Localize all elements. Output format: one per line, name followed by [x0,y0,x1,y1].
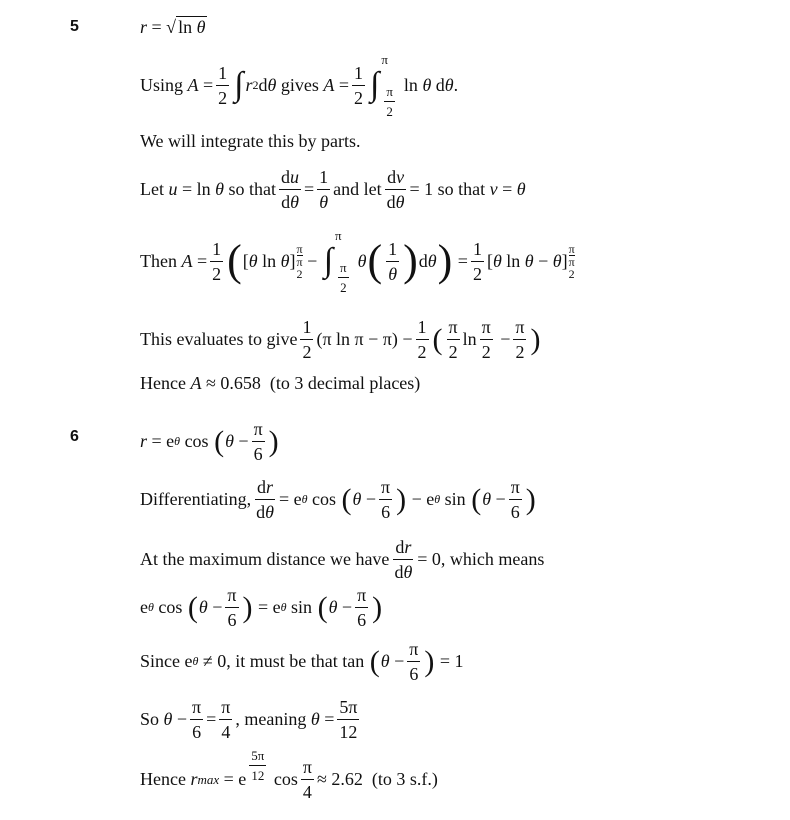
q5-evaluation: This evaluates to give $\frac{1}{2}$ (π ln π − π) − $\frac{1}{2}$ ( $\frac{\pi}{2}$ ln $\frac{\pi}{2}$ − $\frac{\pi}{2}$ ) [140,317,541,362]
differentiating-text: Differentiating, [140,489,252,509]
so-that-text: so that [228,179,276,199]
equals-one: = 1 [439,651,464,671]
q5-area-formula: Using A = $\frac{1}{2}$ ∫ r 2 d θ gives A = $\frac{1}{2}$ ∫ π $\frac{\pi}{2}$ ln θ d θ . [140,52,459,119]
by-parts-text: We will integrate this by parts. [140,131,361,151]
q6-polar-equation: r = e θ cos ( θ − $\frac{\pi}{6}$ ) [140,419,279,464]
since-rest-text: ≠ 0, it must be that tan [202,651,365,671]
q6-result: Hence r max = e $\frac{5\pi}{12}$ cos $\frac{\pi}{4}$ ≈ 2.62 (to 3 s.f.) [140,748,438,802]
gives-text: gives [280,74,319,95]
evaluates-text: This evaluates to give [140,329,298,349]
sf-note: (to 3 s.f.) [371,769,438,789]
question-number-5: 5 [70,18,79,35]
q5-result: Hence A ≈ 0.658 (to 3 decimal places) [140,373,421,393]
and-let-text: and let [333,179,382,199]
meaning-text: , meaning [235,709,307,729]
question-number-6: 6 [70,428,79,445]
hence-text: Hence [140,373,186,393]
q6-theta-solution: So θ − $\frac{\pi}{6}$ = $\frac{\pi}{4}$ , meaning θ = $\frac{5\pi}{12}$ [140,697,358,742]
using-text: Using [140,74,184,95]
q6-derivative: Differentiating, $\frac{dr}{d\theta}$ = e θ cos ( θ − $\frac{\pi}{6}$ ) − e θ sin ( θ − $\frac{\pi}{6}$ ) [140,477,536,522]
q5-polar-equation: r = √ ln θ [140,16,206,37]
so-text: So [140,709,160,729]
at-max-text: At the maximum distance we have [140,549,390,569]
q5-substitution: Let u = ln θ so that $\frac{du}{d\theta}$ = $\frac{1}{\theta}$ and let $\frac{dv}{d\theta}$ = 1 so that v = θ [140,167,526,212]
area-value: ≈ 0.658 [205,373,261,393]
which-means-text: = 0, which means [417,549,545,569]
since-text: Since [140,651,180,671]
decimal-note: (to 3 decimal places) [269,373,421,393]
so-that-text-2: so that [437,179,486,199]
q5-integration-by-parts: Then A = $\frac{1}{2}$ ( [ θ ln θ ] π π 2 − ∫ π $\frac{\pi}{2}$ θ ( $\frac{1}{\theta}$ ) d θ ) = $\frac{1}{2}$ [ θ ln θ − θ ] π π 2 [140,228,575,295]
q6-max-condition: At the maximum distance we have $\frac{dr}{d\theta}$ = 0, which means [140,537,545,582]
hence-text-6: Hence [140,769,186,789]
let-text: Let [140,179,164,199]
q6-equation: e θ cos ( θ − $\frac{\pi}{6}$ ) = e θ sin ( θ − $\frac{\pi}{6}$ ) [140,585,383,630]
q6-tan-condition: Since e θ ≠ 0, it must be that tan ( θ − $\frac{\pi}{6}$ ) = 1 [140,639,464,684]
then-text: Then [140,250,177,271]
rmax-value: ≈ 2.62 [316,769,363,789]
